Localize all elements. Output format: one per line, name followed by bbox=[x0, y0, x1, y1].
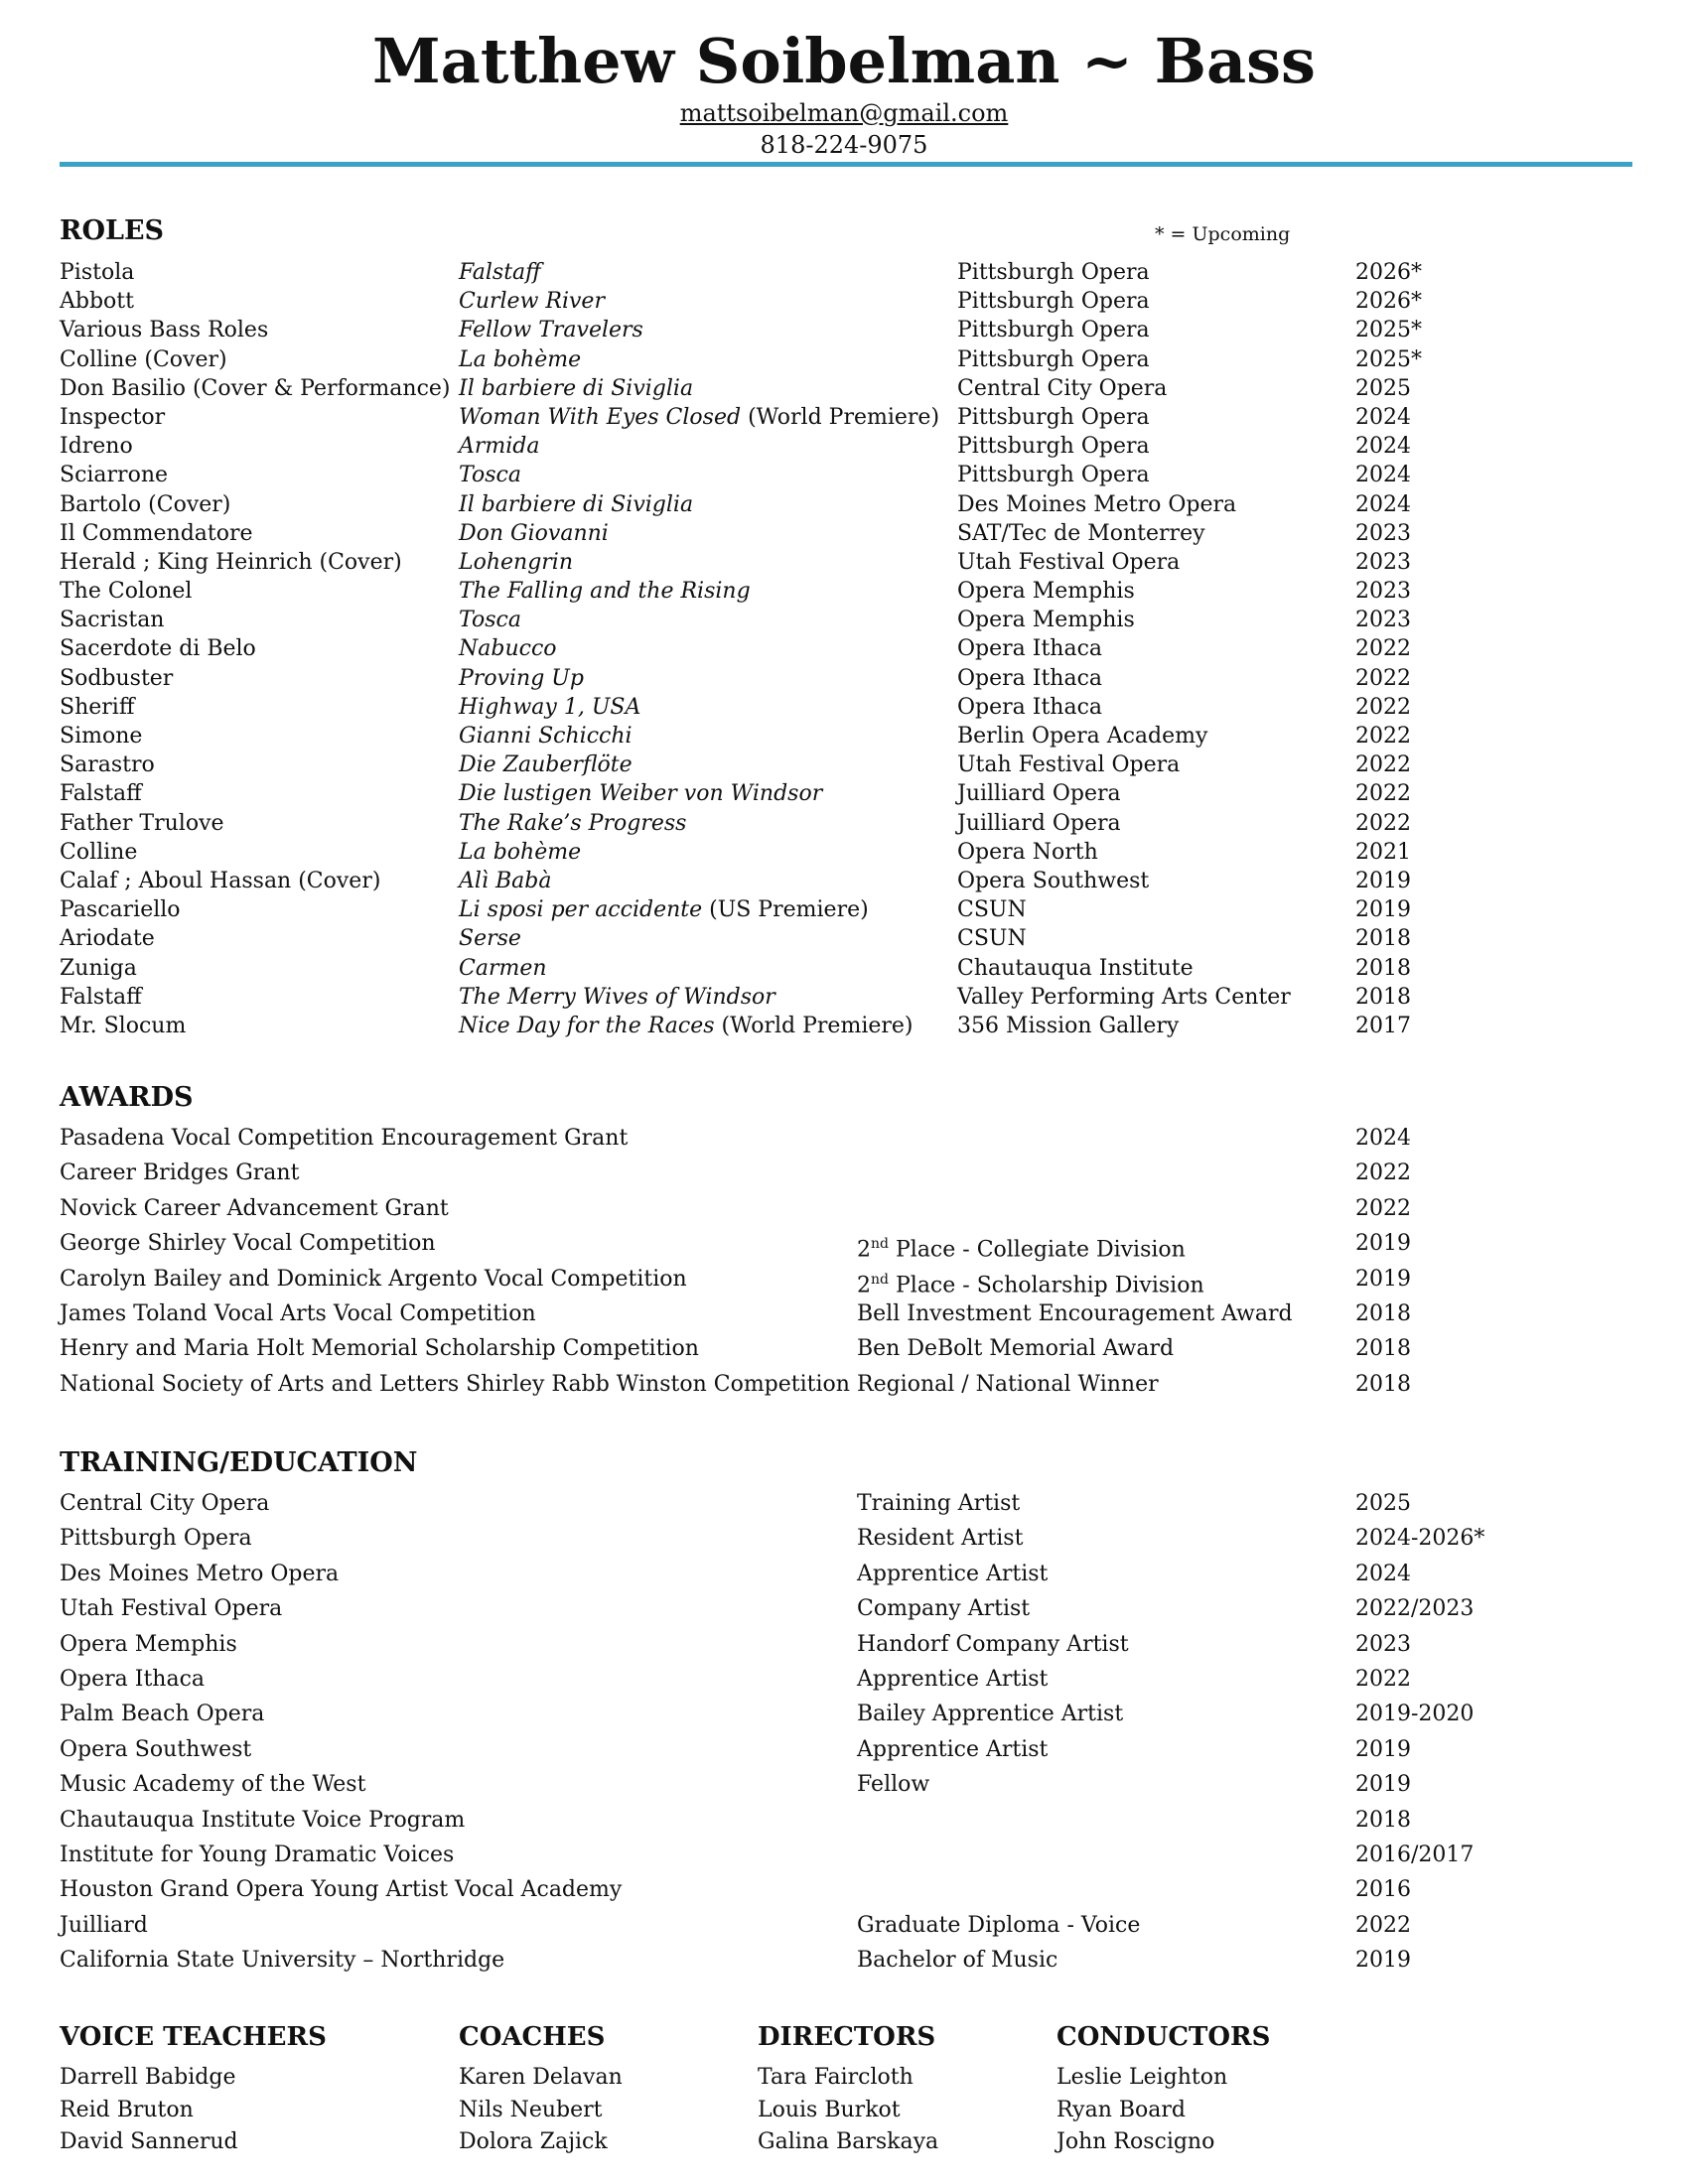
role-name: Various Bass Roles bbox=[60, 318, 269, 343]
award-year: 2019 bbox=[1355, 1266, 1411, 1292]
program-name: Opera Memphis bbox=[60, 1631, 237, 1657]
award-row bbox=[60, 1334, 1648, 1369]
role-year: 2023 bbox=[1355, 549, 1411, 575]
premiere-note: (US Premiere) bbox=[702, 897, 869, 923]
program-name: Institute for Young Dramatic Voices bbox=[60, 1842, 455, 1867]
role-year: 2025* bbox=[1355, 346, 1422, 372]
award-year: 2024 bbox=[1355, 1126, 1411, 1151]
award-place-ordinal: nd bbox=[871, 1236, 889, 1253]
award-place-number: 2 bbox=[857, 1237, 871, 1263]
company-name: Utah Festival Opera bbox=[957, 752, 1181, 778]
role-name: Calaf ; Aboul Hassan (Cover) bbox=[60, 868, 381, 893]
program-name: Central City Opera bbox=[60, 1491, 270, 1516]
opera-title: Don Giovanni bbox=[459, 520, 609, 546]
role-name: Inspector bbox=[60, 404, 166, 430]
company-name: Juilliard Opera bbox=[957, 810, 1121, 836]
award-year: 2018 bbox=[1355, 1371, 1411, 1397]
role-year: 2021 bbox=[1355, 839, 1411, 865]
opera-cell bbox=[459, 374, 693, 403]
opera-title: Gianni Schicchi bbox=[459, 724, 633, 749]
voice-teacher-name: Darrell Babidge bbox=[60, 2065, 236, 2090]
award-detail-text: Ben DeBolt Memorial Award bbox=[857, 1336, 1175, 1362]
opera-title: Fellow Travelers bbox=[459, 318, 643, 343]
opera-title: Falstaff bbox=[459, 260, 541, 285]
director-name: Louis Burkot bbox=[758, 2097, 901, 2122]
award-detail bbox=[857, 1370, 1159, 1400]
program-name: Des Moines Metro Opera bbox=[60, 1561, 340, 1586]
role-year: 2018 bbox=[1355, 984, 1411, 1010]
award-name: George Shirley Vocal Competition bbox=[60, 1231, 436, 1257]
award-name: Novick Career Advancement Grant bbox=[60, 1195, 449, 1221]
training-row bbox=[60, 1665, 1648, 1700]
conductor-name: John Roscigno bbox=[1056, 2129, 1215, 2154]
opera-title: Die lustigen Weiber von Windsor bbox=[459, 781, 823, 807]
program-year: 2019 bbox=[1355, 1772, 1411, 1798]
role-row bbox=[60, 1012, 1648, 1040]
voice-teacher-name: Reid Bruton bbox=[60, 2097, 194, 2122]
role-year: 2022 bbox=[1355, 810, 1411, 836]
company-name: Opera Memphis bbox=[957, 579, 1135, 605]
role-row bbox=[60, 461, 1648, 489]
opera-cell bbox=[459, 895, 869, 924]
opera-title: Proving Up bbox=[459, 665, 584, 691]
opera-cell bbox=[459, 664, 584, 693]
role-name: Pascariello bbox=[60, 897, 181, 923]
role-year: 2025 bbox=[1355, 375, 1411, 401]
role-row bbox=[60, 345, 1648, 374]
company-name: Berlin Opera Academy bbox=[957, 724, 1208, 749]
program-name: Palm Beach Opera bbox=[60, 1702, 265, 1727]
opera-cell bbox=[459, 954, 547, 983]
program-name: Opera Ithaca bbox=[60, 1666, 206, 1692]
company-name: Chautauqua Institute bbox=[957, 955, 1194, 981]
award-year: 2019 bbox=[1355, 1231, 1411, 1257]
program-year: 2022 bbox=[1355, 1666, 1411, 1692]
award-name: Career Bridges Grant bbox=[60, 1160, 300, 1186]
role-year: 2025* bbox=[1355, 318, 1422, 343]
training-row bbox=[60, 1946, 1648, 1980]
role-name: Sodbuster bbox=[60, 665, 174, 691]
training-row bbox=[60, 1560, 1648, 1594]
email-link[interactable]: mattsoibelman@gmail.com bbox=[679, 99, 1009, 127]
role-row bbox=[60, 722, 1648, 751]
opera-cell bbox=[459, 751, 633, 779]
company-name: Des Moines Metro Opera bbox=[957, 491, 1237, 517]
opera-title: Alì Babà bbox=[459, 868, 552, 893]
award-detail bbox=[857, 1229, 1186, 1265]
director-name: Tara Faircloth bbox=[758, 2065, 914, 2090]
award-year: 2022 bbox=[1355, 1195, 1411, 1221]
role-row bbox=[60, 403, 1648, 432]
role-row bbox=[60, 809, 1648, 838]
roles-table bbox=[60, 258, 1648, 1040]
training-row bbox=[60, 1524, 1648, 1559]
role-name: Mr. Slocum bbox=[60, 1013, 187, 1038]
role-row bbox=[60, 577, 1648, 606]
award-row bbox=[60, 1299, 1648, 1334]
role-name: Abbott bbox=[60, 289, 134, 315]
award-year: 2018 bbox=[1355, 1300, 1411, 1326]
phone-number: 818-224-9075 bbox=[760, 131, 928, 159]
role-year: 2024 bbox=[1355, 491, 1411, 517]
program-position: Bailey Apprentice Artist bbox=[857, 1702, 1124, 1727]
program-year: 2024-2026* bbox=[1355, 1526, 1485, 1552]
award-detail-text: Place - Collegiate Division bbox=[888, 1237, 1186, 1263]
conductors-heading: CONDUCTORS bbox=[1056, 2022, 1271, 2052]
program-position: Training Artist bbox=[857, 1491, 1021, 1516]
opera-cell bbox=[459, 809, 686, 838]
training-row bbox=[60, 1735, 1648, 1770]
program-year: 2016 bbox=[1355, 1877, 1411, 1903]
role-name: Falstaff bbox=[60, 781, 142, 807]
opera-cell bbox=[459, 519, 609, 548]
role-name: Idreno bbox=[60, 434, 133, 460]
opera-title: La bohème bbox=[459, 346, 582, 372]
training-row bbox=[60, 1700, 1648, 1734]
role-row bbox=[60, 548, 1648, 577]
role-year: 2022 bbox=[1355, 724, 1411, 749]
role-name: Sarastro bbox=[60, 752, 155, 778]
program-year: 2023 bbox=[1355, 1631, 1411, 1657]
voice-teachers-column bbox=[60, 2021, 327, 2158]
role-row bbox=[60, 751, 1648, 779]
opera-cell bbox=[459, 345, 581, 374]
program-year: 2018 bbox=[1355, 1807, 1411, 1833]
opera-cell bbox=[459, 548, 573, 577]
company-name: Pittsburgh Opera bbox=[957, 289, 1150, 315]
program-position: Resident Artist bbox=[857, 1526, 1024, 1552]
role-row bbox=[60, 983, 1648, 1012]
program-position: Apprentice Artist bbox=[857, 1561, 1049, 1586]
award-detail bbox=[857, 1299, 1293, 1329]
role-name: The Colonel bbox=[60, 579, 193, 605]
coaches-column bbox=[459, 2021, 623, 2158]
award-detail-text: Regional / National Winner bbox=[857, 1371, 1159, 1397]
opera-title: Lohengrin bbox=[459, 549, 574, 575]
program-position: Bachelor of Music bbox=[857, 1948, 1058, 1974]
program-name: Utah Festival Opera bbox=[60, 1596, 283, 1622]
role-name: Falstaff bbox=[60, 984, 142, 1010]
program-position: Graduate Diploma - Voice bbox=[857, 1912, 1141, 1938]
conductors-column bbox=[1056, 2021, 1270, 2158]
premiere-note: (World Premiere) bbox=[741, 404, 940, 430]
role-row bbox=[60, 693, 1648, 722]
training-row bbox=[60, 1911, 1648, 1946]
company-name: Central City Opera bbox=[957, 375, 1168, 401]
training-row bbox=[60, 1841, 1648, 1875]
opera-cell bbox=[459, 838, 581, 867]
award-detail bbox=[857, 1265, 1204, 1300]
role-row bbox=[60, 316, 1648, 344]
role-year: 2024 bbox=[1355, 404, 1411, 430]
award-name: National Society of Arts and Letters Shirley Rabb Winston Competition bbox=[60, 1371, 850, 1397]
opera-cell bbox=[459, 867, 551, 895]
opera-cell bbox=[459, 983, 775, 1012]
role-row bbox=[60, 954, 1648, 983]
award-detail-text: Place - Scholarship Division bbox=[888, 1272, 1204, 1297]
company-name: 356 Mission Gallery bbox=[957, 1013, 1180, 1038]
role-name: Colline (Cover) bbox=[60, 346, 227, 372]
opera-title: Armida bbox=[459, 434, 540, 460]
award-row bbox=[60, 1159, 1648, 1193]
company-name: Opera Memphis bbox=[957, 608, 1135, 633]
company-name: Opera Ithaca bbox=[957, 694, 1103, 720]
role-row bbox=[60, 432, 1648, 461]
program-name: Opera Southwest bbox=[60, 1736, 252, 1762]
program-name: Juilliard bbox=[60, 1912, 148, 1938]
award-name: Henry and Maria Holt Memorial Scholarship Competition bbox=[60, 1336, 699, 1362]
role-row bbox=[60, 606, 1648, 634]
company-name: Pittsburgh Opera bbox=[957, 434, 1150, 460]
role-name: Herald ; King Heinrich (Cover) bbox=[60, 549, 402, 575]
program-name: Pittsburgh Opera bbox=[60, 1526, 252, 1552]
role-row bbox=[60, 634, 1648, 663]
training-row bbox=[60, 1630, 1648, 1665]
directors-column bbox=[758, 2021, 938, 2158]
company-name: Pittsburgh Opera bbox=[957, 404, 1150, 430]
roles-heading: ROLES bbox=[60, 215, 165, 246]
role-year: 2017 bbox=[1355, 1013, 1411, 1038]
award-row bbox=[60, 1229, 1648, 1264]
role-year: 2023 bbox=[1355, 608, 1411, 633]
program-position: Fellow bbox=[857, 1772, 930, 1798]
role-name: Il Commendatore bbox=[60, 520, 253, 546]
company-name: Utah Festival Opera bbox=[957, 549, 1181, 575]
role-name: Don Basilio (Cover & Performance) bbox=[60, 375, 451, 401]
program-position: Handorf Company Artist bbox=[857, 1631, 1129, 1657]
opera-cell bbox=[459, 461, 521, 489]
training-heading: TRAINING/EDUCATION bbox=[60, 1447, 418, 1478]
role-year: 2023 bbox=[1355, 520, 1411, 546]
program-position: Apprentice Artist bbox=[857, 1666, 1049, 1692]
awards-heading: AWARDS bbox=[60, 1082, 194, 1113]
role-year: 2018 bbox=[1355, 955, 1411, 981]
opera-title: Woman With Eyes Closed bbox=[459, 404, 742, 430]
program-year: 2022/2023 bbox=[1355, 1596, 1475, 1622]
award-place-number: 2 bbox=[857, 1272, 871, 1297]
role-year: 2024 bbox=[1355, 434, 1411, 460]
opera-cell bbox=[459, 403, 939, 432]
program-position: Apprentice Artist bbox=[857, 1736, 1049, 1762]
program-name: Music Academy of the West bbox=[60, 1772, 366, 1798]
program-year: 2024 bbox=[1355, 1561, 1411, 1586]
header-divider bbox=[60, 162, 1632, 167]
company-name: Pittsburgh Opera bbox=[957, 260, 1150, 285]
opera-title: Nice Day for the Races bbox=[459, 1013, 715, 1038]
program-name: California State University – Northridge bbox=[60, 1948, 505, 1974]
role-row bbox=[60, 924, 1648, 953]
role-year: 2022 bbox=[1355, 636, 1411, 662]
role-year: 2022 bbox=[1355, 781, 1411, 807]
award-place-ordinal: nd bbox=[871, 1271, 889, 1288]
role-name: Ariodate bbox=[60, 926, 155, 952]
award-row bbox=[60, 1370, 1648, 1405]
role-name: Sciarrone bbox=[60, 463, 169, 488]
role-row bbox=[60, 287, 1648, 316]
company-name: Opera Southwest bbox=[957, 868, 1150, 893]
role-year: 2018 bbox=[1355, 926, 1411, 952]
role-year: 2026* bbox=[1355, 260, 1422, 285]
opera-title: Tosca bbox=[459, 463, 521, 488]
award-row bbox=[60, 1124, 1648, 1159]
role-name: Sacristan bbox=[60, 608, 165, 633]
training-row bbox=[60, 1489, 1648, 1524]
role-name: Zuniga bbox=[60, 955, 137, 981]
awards-table bbox=[60, 1124, 1648, 1405]
role-name: Colline bbox=[60, 839, 138, 865]
opera-title: Carmen bbox=[459, 955, 547, 981]
company-name: Opera Ithaca bbox=[957, 636, 1103, 662]
opera-cell bbox=[459, 490, 693, 519]
coach-name: Dolora Zajick bbox=[459, 2129, 608, 2154]
opera-title: The Falling and the Rising bbox=[459, 579, 751, 605]
role-row bbox=[60, 374, 1648, 403]
conductor-name: Leslie Leighton bbox=[1056, 2065, 1228, 2090]
role-row bbox=[60, 838, 1648, 867]
company-name: Pittsburgh Opera bbox=[957, 463, 1150, 488]
role-name: Sacerdote di Belo bbox=[60, 636, 256, 662]
opera-cell bbox=[459, 606, 521, 634]
opera-cell bbox=[459, 287, 605, 316]
voice-teachers-heading: VOICE TEACHERS bbox=[60, 2022, 327, 2052]
premiere-note: (World Premiere) bbox=[714, 1013, 914, 1038]
program-year: 2022 bbox=[1355, 1912, 1411, 1938]
opera-title: Nabucco bbox=[459, 636, 557, 662]
opera-title: Tosca bbox=[459, 608, 521, 633]
role-year: 2019 bbox=[1355, 868, 1411, 893]
role-name: Sheriff bbox=[60, 694, 135, 720]
opera-cell bbox=[459, 924, 521, 953]
training-row bbox=[60, 1806, 1648, 1841]
coach-name: Karen Delavan bbox=[459, 2065, 623, 2090]
company-name: Juilliard Opera bbox=[957, 781, 1121, 807]
coach-name: Nils Neubert bbox=[459, 2097, 603, 2122]
opera-cell bbox=[459, 634, 557, 663]
role-name: Bartolo (Cover) bbox=[60, 491, 231, 517]
role-year: 2023 bbox=[1355, 579, 1411, 605]
company-name: Pittsburgh Opera bbox=[957, 318, 1150, 343]
opera-title: The Merry Wives of Windsor bbox=[459, 984, 775, 1010]
opera-cell bbox=[459, 432, 540, 461]
opera-cell bbox=[459, 316, 643, 344]
conductor-name: Ryan Board bbox=[1056, 2097, 1187, 2122]
role-row bbox=[60, 519, 1648, 548]
role-year: 2022 bbox=[1355, 694, 1411, 720]
role-row bbox=[60, 664, 1648, 693]
director-name: Galina Barskaya bbox=[758, 2129, 939, 2154]
role-year: 2022 bbox=[1355, 752, 1411, 778]
program-year: 2025 bbox=[1355, 1491, 1411, 1516]
role-year: 2024 bbox=[1355, 463, 1411, 488]
company-name: CSUN bbox=[957, 897, 1027, 923]
award-name: James Toland Vocal Arts Vocal Competition bbox=[60, 1300, 536, 1326]
coaches-heading: COACHES bbox=[459, 2022, 606, 2052]
program-name: Houston Grand Opera Young Artist Vocal Academy bbox=[60, 1877, 623, 1903]
program-position: Company Artist bbox=[857, 1596, 1031, 1622]
opera-cell bbox=[459, 258, 541, 287]
opera-title: Li sposi per accidente bbox=[459, 897, 703, 923]
program-year: 2019-2020 bbox=[1355, 1702, 1475, 1727]
role-year: 2022 bbox=[1355, 665, 1411, 691]
opera-title: Highway 1, USA bbox=[459, 694, 641, 720]
opera-title: Il barbiere di Siviglia bbox=[459, 491, 694, 517]
opera-cell bbox=[459, 693, 640, 722]
program-year: 2019 bbox=[1355, 1948, 1411, 1974]
opera-title: Serse bbox=[459, 926, 521, 952]
company-name: CSUN bbox=[957, 926, 1027, 952]
role-year: 2026* bbox=[1355, 289, 1422, 315]
role-row bbox=[60, 490, 1648, 519]
opera-cell bbox=[459, 722, 633, 751]
voice-teacher-name: David Sannerud bbox=[60, 2129, 238, 2154]
award-detail bbox=[857, 1334, 1174, 1364]
company-name: Opera North bbox=[957, 839, 1098, 865]
award-detail-text: Bell Investment Encouragement Award bbox=[857, 1300, 1293, 1326]
role-name: Simone bbox=[60, 724, 143, 749]
program-name: Chautauqua Institute Voice Program bbox=[60, 1807, 466, 1833]
award-row bbox=[60, 1265, 1648, 1299]
training-row bbox=[60, 1594, 1648, 1629]
role-name: Father Trulove bbox=[60, 810, 224, 836]
training-table bbox=[60, 1489, 1648, 1980]
role-row bbox=[60, 779, 1648, 808]
opera-title: Curlew River bbox=[459, 289, 605, 315]
role-row bbox=[60, 895, 1648, 924]
role-name: Pistola bbox=[60, 260, 135, 285]
award-row bbox=[60, 1194, 1648, 1229]
role-year: 2019 bbox=[1355, 897, 1411, 923]
directors-heading: DIRECTORS bbox=[758, 2022, 936, 2052]
opera-title: The Rake’s Progress bbox=[459, 810, 687, 836]
award-year: 2018 bbox=[1355, 1336, 1411, 1362]
training-row bbox=[60, 1875, 1648, 1910]
role-row bbox=[60, 867, 1648, 895]
upcoming-legend: * = Upcoming bbox=[1155, 223, 1291, 245]
award-name: Carolyn Bailey and Dominick Argento Vocal Competition bbox=[60, 1266, 687, 1292]
opera-cell bbox=[459, 1012, 914, 1040]
performer-name: Matthew Soibelman ~ Bass bbox=[372, 25, 1316, 97]
program-year: 2016/2017 bbox=[1355, 1842, 1475, 1867]
award-name: Pasadena Vocal Competition Encouragement Grant bbox=[60, 1126, 629, 1151]
opera-title: La bohème bbox=[459, 839, 582, 865]
company-name: SAT/Tec de Monterrey bbox=[957, 520, 1205, 546]
role-row bbox=[60, 258, 1648, 287]
opera-cell bbox=[459, 779, 822, 808]
opera-cell bbox=[459, 577, 751, 606]
award-year: 2022 bbox=[1355, 1160, 1411, 1186]
company-name: Valley Performing Arts Center bbox=[957, 984, 1291, 1010]
opera-title: Il barbiere di Siviglia bbox=[459, 375, 694, 401]
program-year: 2019 bbox=[1355, 1736, 1411, 1762]
opera-title: Die Zauberflöte bbox=[459, 752, 633, 778]
training-row bbox=[60, 1770, 1648, 1805]
company-name: Pittsburgh Opera bbox=[957, 346, 1150, 372]
company-name: Opera Ithaca bbox=[957, 665, 1103, 691]
